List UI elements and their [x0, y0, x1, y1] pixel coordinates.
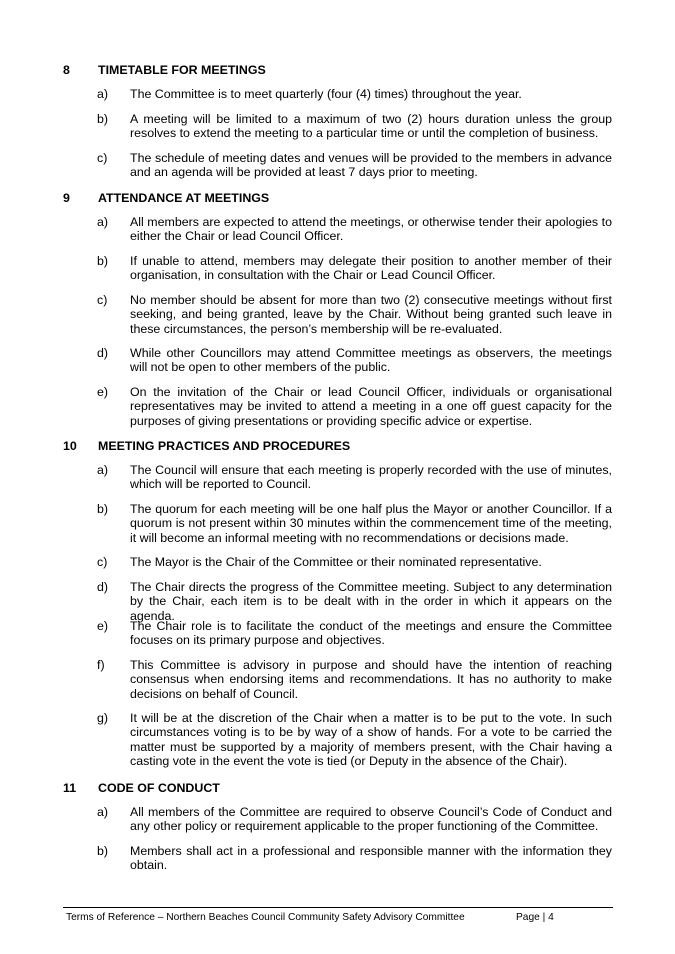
section-11 [0, 780, 675, 873]
item-text: If unable to attend, members may delegate their position to another member of their organisation, in consultation with the Chair or Lead Council Officer. [130, 254, 612, 283]
item-letter: b) [97, 254, 109, 268]
item-text: The Committee is to meet quarterly (four (4) times) throughout the year. [130, 87, 522, 101]
item-text: The Council will ensure that each meeting is properly recorded with the use of minutes, which will be reported to Council. [130, 463, 612, 492]
item-letter: c) [97, 293, 108, 307]
section-number: 10 [63, 439, 77, 453]
footer-divider [63, 907, 613, 908]
section-heading [0, 190, 675, 206]
item-letter: b) [97, 112, 109, 126]
item-text: A meeting will be limited to a maximum of two (2) hours duration unless the group resolves to extend the meeting to a particular time or until the completion of business. [130, 112, 612, 141]
item-text: The Mayor is the Chair of the Committee or their nominated representative. [130, 555, 542, 569]
item-letter: a) [97, 87, 109, 101]
section-10 [0, 438, 675, 769]
item-text: Members shall act in a professional and responsible manner with the information they obtain. [130, 844, 612, 873]
footer-document-title: Terms of Reference – Northern Beaches Council Community Safety Advisory Committee [66, 912, 465, 923]
item-letter: b) [97, 502, 109, 516]
section-title: ATTENDANCE AT MEETINGS [98, 191, 270, 205]
item-letter: c) [97, 151, 108, 165]
item-text: The quorum for each meeting will be one half plus the Mayor or another Councillor. If a quorum is not present within 30 minutes within the commencement time of the meeting, it will become an informal meeting with no recommendations or decisions made. [130, 502, 612, 545]
section-heading [0, 780, 675, 796]
item-text: All members are expected to attend the meetings, or otherwise tender their apologies to either the Chair or lead Council Officer. [130, 215, 612, 244]
item-letter: g) [97, 711, 109, 725]
section-title: CODE OF CONDUCT [98, 781, 220, 795]
item-letter: a) [97, 215, 109, 229]
item-text: While other Councillors may attend Committee meetings as observers, the meetings will not be open to other members of the public. [130, 346, 612, 375]
section-number: 8 [63, 63, 70, 77]
section-9 [0, 190, 675, 428]
section-title: TIMETABLE FOR MEETINGS [98, 63, 266, 77]
item-text: It will be at the discretion of the Chair when a matter is to be put to the vote. In such circumstances voting is to be by way of a show of hands. For a vote to be carried the matter must be supported by a majority of members present, with the Chair having a casting vote in the event the vote is tied (or Deputy in the absence of the Chair). [130, 711, 612, 769]
section-heading [0, 62, 675, 78]
item-letter: e) [97, 619, 109, 633]
item-text: The schedule of meeting dates and venues will be provided to the members in advance and an agenda will be provided at least 7 days prior to meeting. [130, 151, 612, 180]
section-number: 11 [63, 781, 77, 795]
footer-page-number: Page | 4 [516, 912, 554, 923]
item-letter: f) [97, 658, 105, 672]
item-letter: d) [97, 580, 109, 594]
item-text: This Committee is advisory in purpose and should have the intention of reaching consensus when endorsing items and recommendations. It has no authority to make decisions on behalf of Council. [130, 658, 612, 701]
item-letter: c) [97, 555, 108, 569]
section-number: 9 [63, 191, 70, 205]
item-letter: d) [97, 346, 109, 360]
item-letter: e) [97, 385, 109, 399]
section-8 [0, 62, 675, 180]
section-heading [0, 438, 675, 454]
section-title: MEETING PRACTICES AND PROCEDURES [98, 439, 351, 453]
item-text: On the invitation of the Chair or lead Council Officer, individuals or organisational representatives may be invited to attend a meeting in a one off guest capacity for the purposes of giving presentations or providing specific advice or expertise. [130, 385, 612, 428]
item-text: No member should be absent for more than two (2) consecutive meetings without first seeking, and being granted, leave by the Chair. Without being granted such leave in these circumstances, the person’s membership will be re-evaluated. [130, 293, 612, 336]
item-letter: a) [97, 463, 109, 477]
item-letter: b) [97, 844, 109, 858]
item-letter: a) [97, 805, 109, 819]
item-text: The Chair role is to facilitate the conduct of the meetings and ensure the Committee focuses on its primary purpose and objectives. [130, 619, 612, 648]
item-text: All members of the Committee are required to observe Council’s Code of Conduct and any other policy or requirement applicable to the proper functioning of the Committee. [130, 805, 612, 834]
item-text: The Chair directs the progress of the Committee meeting. Subject to any determination by the Chair, each item is to be dealt with in the order in which it appears on the agenda. [130, 580, 612, 623]
